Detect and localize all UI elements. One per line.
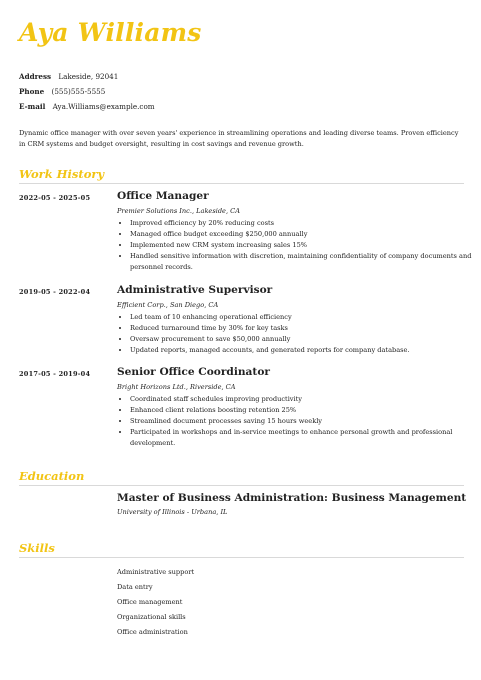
- job-bullet: • Managed office budget exceeding $250,000 annually: [130, 229, 478, 240]
- contact-value: (555)555-5555: [51, 87, 106, 96]
- contact-block: [19, 69, 155, 114]
- candidate-name: Aya Williams: [19, 18, 202, 47]
- skill-item: Office administration: [117, 628, 188, 636]
- skill-item: Data entry: [117, 583, 153, 591]
- contact-phone: [19, 84, 155, 99]
- section-title-work-history: Work History: [19, 167, 105, 181]
- job-bullet: • Streamlined document processes saving 15 hours weekly: [130, 416, 478, 427]
- skill-item: Organizational skills: [117, 613, 186, 621]
- job-bullet: • Implemented new CRM system increasing sales 15%: [130, 240, 478, 251]
- job-company: Bright Horizons Ltd., Riverside, CA: [117, 383, 236, 391]
- job-company: Premier Solutions Inc., Lakeside, CA: [117, 207, 240, 215]
- job-bullet: • Enhanced client relations boosting retention 25%: [130, 405, 478, 416]
- professional-summary: Dynamic office manager with over seven years' experience in streamlining operations and leading diverse teams. Proven efficiency in CRM systems and budget oversight, resulting in cost savings and revenue growth.: [19, 129, 459, 148]
- job-title: Senior Office Coordinator: [117, 366, 270, 378]
- job-bullet: • Coordinated staff schedules improving productivity: [130, 394, 478, 405]
- job-dates: 2017-05 - 2019-04: [19, 370, 91, 378]
- contact-label: Address: [19, 72, 52, 81]
- education-school: University of Illinois - Urbana, IL: [117, 508, 228, 516]
- contact-address: [19, 69, 155, 84]
- section-divider: [19, 557, 464, 558]
- job-bullet: • Improved efficiency by 20% reducing costs: [130, 218, 478, 229]
- job-bullets: [117, 218, 478, 273]
- skill-item: Administrative support: [117, 568, 195, 576]
- job-bullet: • Oversaw procurement to save $50,000 annually: [130, 334, 478, 345]
- contact-label: E-mail: [19, 102, 46, 111]
- contact-value: Aya.Williams@example.com: [52, 102, 155, 111]
- job-bullet: • Handled sensitive information with discretion, maintaining confidentiality of company documents and personnel records.: [130, 251, 478, 273]
- section-divider: [19, 183, 464, 184]
- job-title: Office Manager: [117, 190, 209, 202]
- job-bullets: [117, 394, 478, 449]
- job-dates: 2022-05 - 2025-05: [19, 194, 91, 202]
- skills-list: [117, 565, 194, 640]
- education-degree: Master of Business Administration: Business Management: [117, 492, 467, 504]
- job-bullet: • Reduced turnaround time by 30% for key tasks: [130, 323, 478, 334]
- contact-value: Lakeside, 92041: [58, 72, 119, 81]
- education-entry: [117, 492, 466, 516]
- job-title: Administrative Supervisor: [117, 284, 273, 296]
- job-bullet: • Updated reports, managed accounts, and generated reports for company database.: [130, 345, 478, 356]
- contact-email: [19, 99, 155, 114]
- section-title-education: Education: [19, 469, 85, 483]
- job-bullets: [117, 312, 478, 356]
- skill-item: Office management: [117, 598, 183, 606]
- job-company: Efficient Corp., San Diego, CA: [117, 301, 219, 309]
- job-dates: 2019-05 - 2022-04: [19, 288, 91, 296]
- job-bullet: • Led team of 10 enhancing operational efficiency: [130, 312, 478, 323]
- contact-label: Phone: [19, 87, 45, 96]
- job-bullet: • Participated in workshops and in-service meetings to enhance personal growth and professional development.: [130, 427, 478, 449]
- section-divider: [19, 485, 464, 486]
- section-title-skills: Skills: [19, 541, 55, 555]
